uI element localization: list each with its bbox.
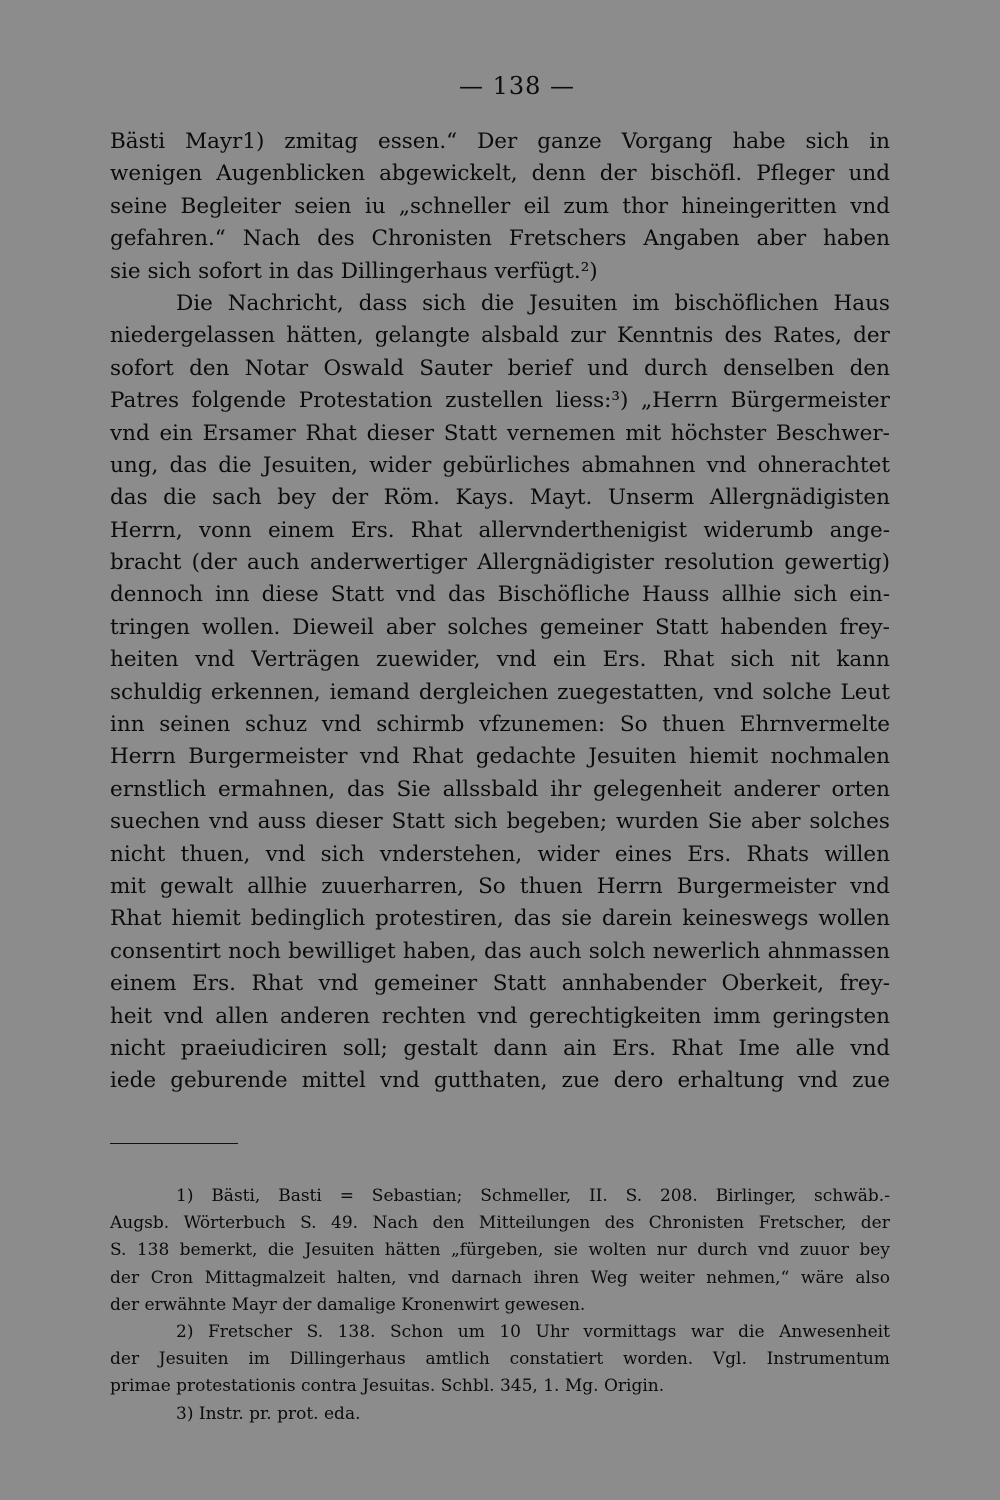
footnote-line: primae protestationis contra Jesuitas. Schbl. 345, 1. Mg. Origin. (110, 1376, 665, 1397)
footnote-line: der Cron Mittagmalzeit halten, vnd darnach ihren Weg weiter nehmen,“ wäre also (110, 1267, 890, 1288)
footnote-line: 3) Instr. pr. prot. eda. (176, 1403, 361, 1424)
footnote-line: S. 138 bemerkt, die Jesuiten hätten „fürgeben, sie wolten nur durch vnd zuuor bey (110, 1240, 890, 1261)
footnote-line: 1) Bästi, Basti = Sebastian; Schmeller, II. S. 208. Birlinger, schwäb.- (176, 1186, 890, 1206)
body-line: gefahren.“ Nach des Chronisten Fretschers Angaben aber haben (110, 226, 890, 252)
body-line: einem Ers. Rhat vnd gemeiner Statt annhabender Oberkeit, frey- (110, 971, 890, 997)
body-line: nicht thuen, vnd sich vnderstehen, wider eines Ers. Rhats willen (110, 841, 890, 867)
body-line: inn seinen schuz vnd schirmb vfzunemen: So thuen Ehrnvermelte (110, 712, 890, 738)
body-line: ung, das die Jesuiten, wider gebürliches abmahnen vnd ohnerachtet (110, 452, 890, 478)
body-line: Rhat hiemit bedinglich protestiren, das sie darein keineswegs wollen (110, 906, 890, 932)
footnotes (110, 1183, 890, 1428)
body-line: heiten vnd Verträgen zuewider, vnd ein Ers. Rhat sich nit kann (110, 647, 890, 673)
body-line: Die Nachricht, dass sich die Jesuiten im bischöflichen Haus (176, 290, 890, 316)
body-line: vnd ein Ersamer Rhat dieser Statt vernemen mit höchster Beschwer- (110, 420, 890, 446)
body-line: niedergelassen hätten, gelangte alsbald zur Kenntnis des Rates, der (110, 323, 890, 349)
body-line: Herrn Burgermeister vnd Rhat gedachte Jesuiten hiemit nochmalen (110, 744, 890, 770)
body-line: wenigen Augenblicken abgewickelt, denn der bischöfl. Pfleger und (110, 161, 890, 187)
page-number: — 138 — (458, 72, 576, 100)
body-line: sofort den Notar Oswald Sauter berief und durch denselben den (110, 355, 890, 381)
body-line: consentirt noch bewilliget haben, das auch solch newerlich ahnmassen (110, 938, 890, 964)
body-line: heit vnd allen anderen rechten vnd gerechtigkeiten imm geringsten (110, 1003, 890, 1029)
footnote-line: 2) Fretscher S. 138. Schon um 10 Uhr vormittags war die Anwesenheit (176, 1321, 890, 1342)
body-line: bracht (der auch anderwertiger Allergnädigister resolution gewertig) (110, 550, 890, 576)
body-line: Herrn, vonn einem Ers. Rhat allervnderthenigist widerumb ange- (110, 517, 890, 543)
body-line: Patres folgende Protestation zustellen liess:³) „Herrn Bürgermeister (110, 388, 890, 414)
body-line: nicht praeiudiciren soll; gestalt dann ain Ers. Rhat Ime alle vnd (110, 1035, 890, 1061)
body-line: suechen vnd auss dieser Statt sich begeben; wurden Sie aber solches (110, 809, 890, 835)
main-text (110, 126, 890, 1098)
body-line: das die sach bey der Röm. Kays. Mayt. Unserm Allergnädigisten (110, 485, 890, 511)
body-line: mit gewalt allhie zuuerharren, So thuen Herrn Burgermeister vnd (110, 873, 890, 899)
body-line: seine Begleiter seien iu „schneller eil zum thor hineingeritten vnd (110, 193, 890, 219)
body-line: tringen wollen. Dieweil aber solches gemeiner Statt habenden frey- (110, 614, 890, 640)
footnote-line: der erwähnte Mayr der damalige Kronenwirt gewesen. (110, 1294, 586, 1315)
footnote-line: Augsb. Wörterbuch S. 49. Nach den Mitteilungen des Chronisten Fretscher, der (110, 1213, 890, 1234)
body-line: ernstlich ermahnen, das Sie allssbald ihr gelegenheit anderer orten (110, 776, 890, 802)
body-line: sie sich sofort in das Dillingerhaus verfügt.²) (110, 258, 598, 284)
footnote-line: der Jesuiten im Dillingerhaus amtlich constatiert worden. Vgl. Instrumentum (110, 1349, 890, 1370)
body-line: Bästi Mayr1) zmitag essen.“ Der ganze Vorgang habe sich in (110, 129, 890, 154)
body-line: dennoch inn diese Statt vnd das Bischöfliche Hauss allhie sich ein- (110, 582, 890, 608)
body-line: schuldig erkennen, iemand dergleichen zuegestatten, vnd solche Leut (110, 679, 890, 705)
body-line: iede geburende mittel vnd gutthaten, zue dero erhaltung vnd zue (110, 1068, 890, 1094)
footnote-separator (110, 1143, 238, 1144)
